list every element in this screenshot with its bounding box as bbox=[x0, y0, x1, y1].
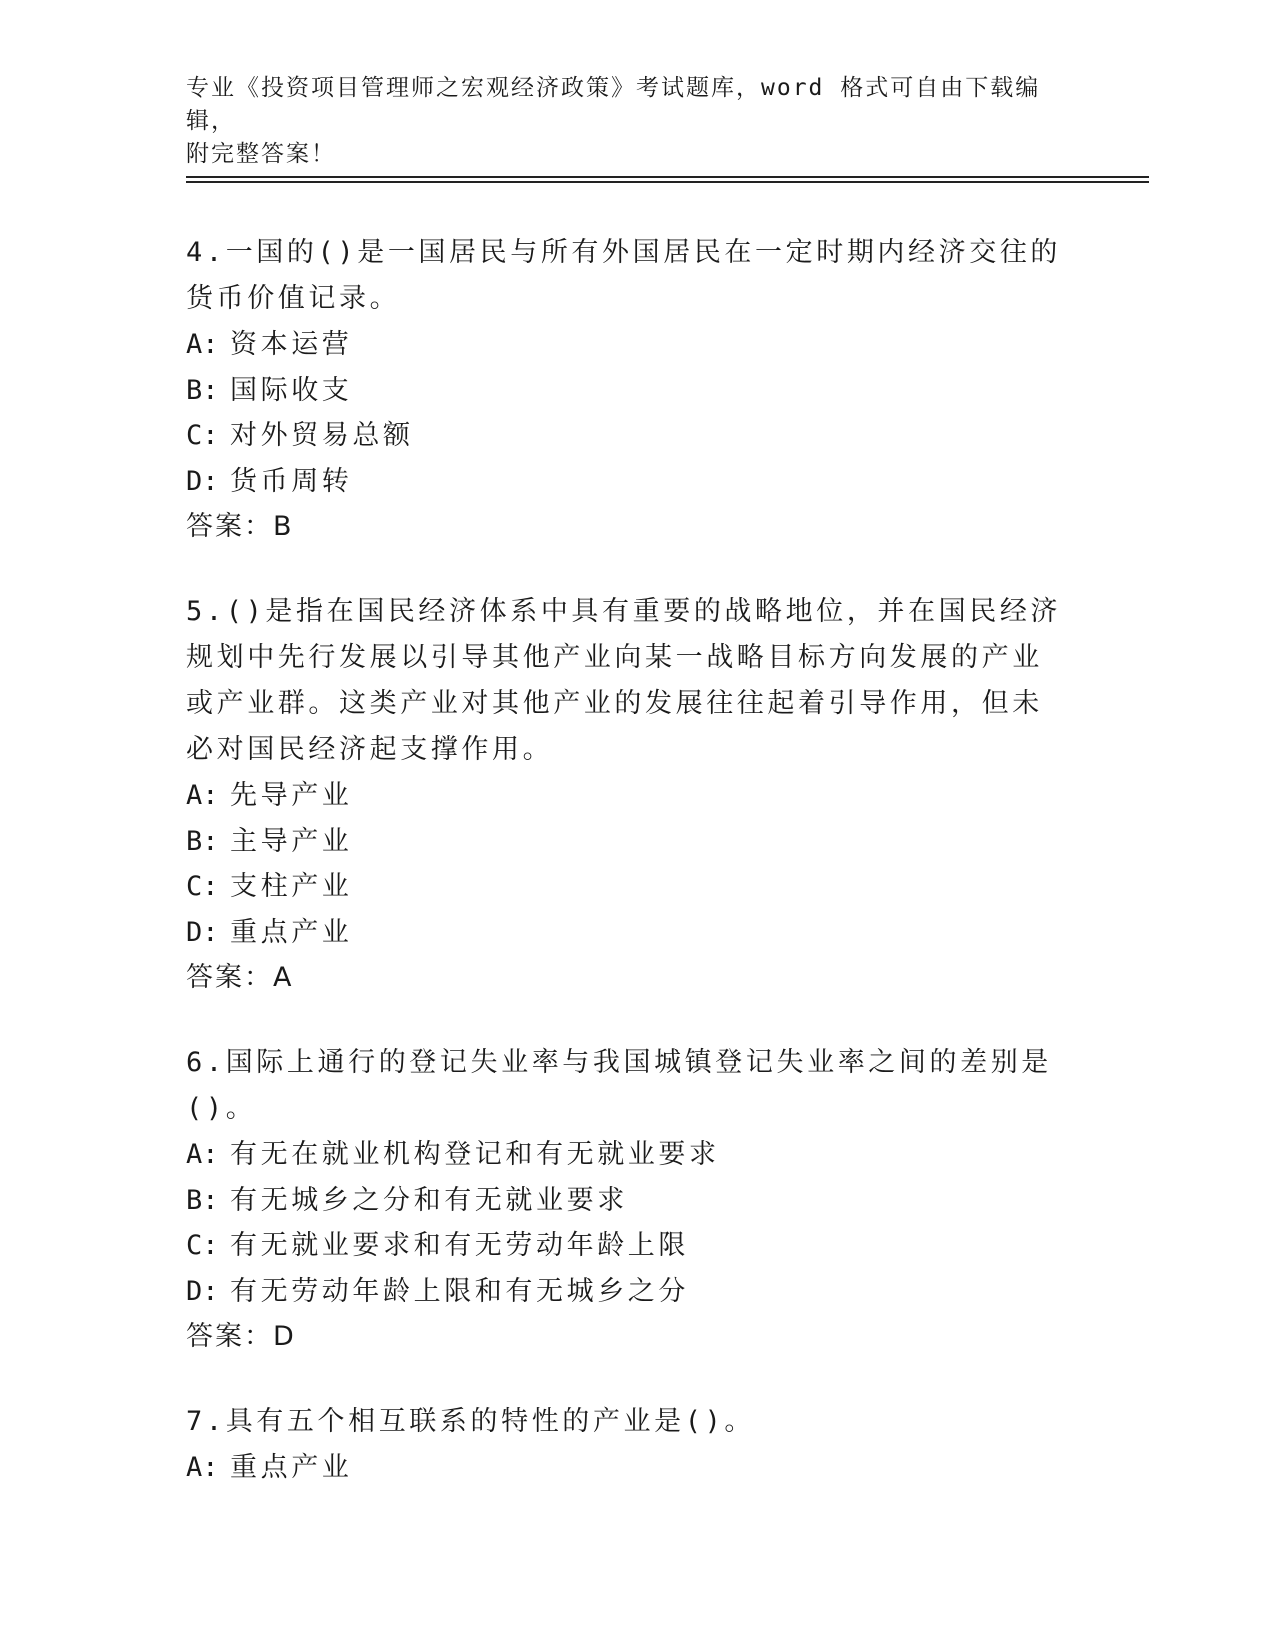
option-letter: B: bbox=[186, 374, 219, 406]
question-6 bbox=[186, 1040, 1066, 1360]
option-letter: A: bbox=[186, 1452, 219, 1483]
option-a bbox=[186, 322, 1066, 368]
option-letter: A: bbox=[186, 1139, 219, 1170]
option-c bbox=[186, 864, 1066, 910]
option-text: 有无就业要求和有无劳动年龄上限 bbox=[230, 1230, 689, 1261]
option-a bbox=[186, 1445, 1066, 1491]
option-text: 国际收支 bbox=[230, 374, 353, 406]
question-stem: 4.一国的()是一国居民与所有外国居民在一定时期内经济交往的货币价值记录。 bbox=[186, 237, 1062, 314]
option-c bbox=[186, 1223, 1066, 1269]
question-4 bbox=[186, 230, 1066, 550]
question-7 bbox=[186, 1399, 1066, 1491]
option-text: 重点产业 bbox=[230, 916, 353, 948]
option-letter: D: bbox=[186, 916, 219, 948]
option-text: 有无在就业机构登记和有无就业要求 bbox=[230, 1139, 720, 1170]
option-text: 对外贸易总额 bbox=[230, 420, 414, 451]
option-letter: C: bbox=[186, 420, 219, 451]
question-stem: 5.()是指在国民经济体系中具有重要的战略地位，并在国民经济规划中先行发展以引导其他产业向某一战略目标方向发展的产业或产业群。这类产业对其他产业的发展往往起着引导作用，但未必对国民经济起支撑作用。 bbox=[186, 596, 1062, 765]
option-letter: A: bbox=[186, 329, 219, 360]
question-5 bbox=[186, 589, 1066, 1001]
option-text: 重点产业 bbox=[230, 1452, 353, 1483]
answer-line: 答案：A bbox=[186, 962, 294, 993]
document-header bbox=[186, 72, 1086, 171]
header-divider-bottom bbox=[186, 181, 1149, 183]
option-text: 有无劳动年龄上限和有无城乡之分 bbox=[230, 1275, 689, 1307]
header-divider-top bbox=[186, 176, 1149, 178]
option-letter: C: bbox=[186, 871, 219, 902]
option-letter: A: bbox=[186, 780, 219, 811]
option-text: 支柱产业 bbox=[230, 871, 353, 902]
option-text: 先导产业 bbox=[230, 780, 353, 811]
option-b bbox=[186, 819, 1066, 865]
option-a bbox=[186, 773, 1066, 819]
option-letter: D: bbox=[186, 1275, 219, 1307]
option-letter: C: bbox=[186, 1230, 219, 1261]
option-letter: B: bbox=[186, 825, 219, 857]
option-d bbox=[186, 1269, 1066, 1315]
option-d bbox=[186, 459, 1066, 505]
option-text: 主导产业 bbox=[230, 825, 353, 857]
option-text: 货币周转 bbox=[230, 465, 353, 497]
question-stem: 7.具有五个相互联系的特性的产业是()。 bbox=[186, 1406, 756, 1437]
option-text: 资本运营 bbox=[230, 329, 353, 360]
option-b bbox=[186, 1178, 1066, 1224]
option-d bbox=[186, 910, 1066, 956]
option-c bbox=[186, 413, 1066, 459]
header-line-2: 附完整答案！ bbox=[186, 141, 336, 167]
option-letter: B: bbox=[186, 1184, 219, 1216]
answer-line: 答案：B bbox=[186, 511, 294, 542]
option-a bbox=[186, 1132, 1066, 1178]
option-text: 有无城乡之分和有无就业要求 bbox=[230, 1184, 628, 1216]
option-letter: D: bbox=[186, 465, 219, 497]
question-list bbox=[186, 230, 1066, 1530]
option-b bbox=[186, 368, 1066, 414]
header-line-1: 专业《投资项目管理师之宏观经济政策》考试题库，word 格式可自由下载编辑， bbox=[186, 75, 1041, 134]
answer-line: 答案：D bbox=[186, 1321, 296, 1352]
question-stem: 6.国际上通行的登记失业率与我国城镇登记失业率之间的差别是()。 bbox=[186, 1047, 1052, 1124]
